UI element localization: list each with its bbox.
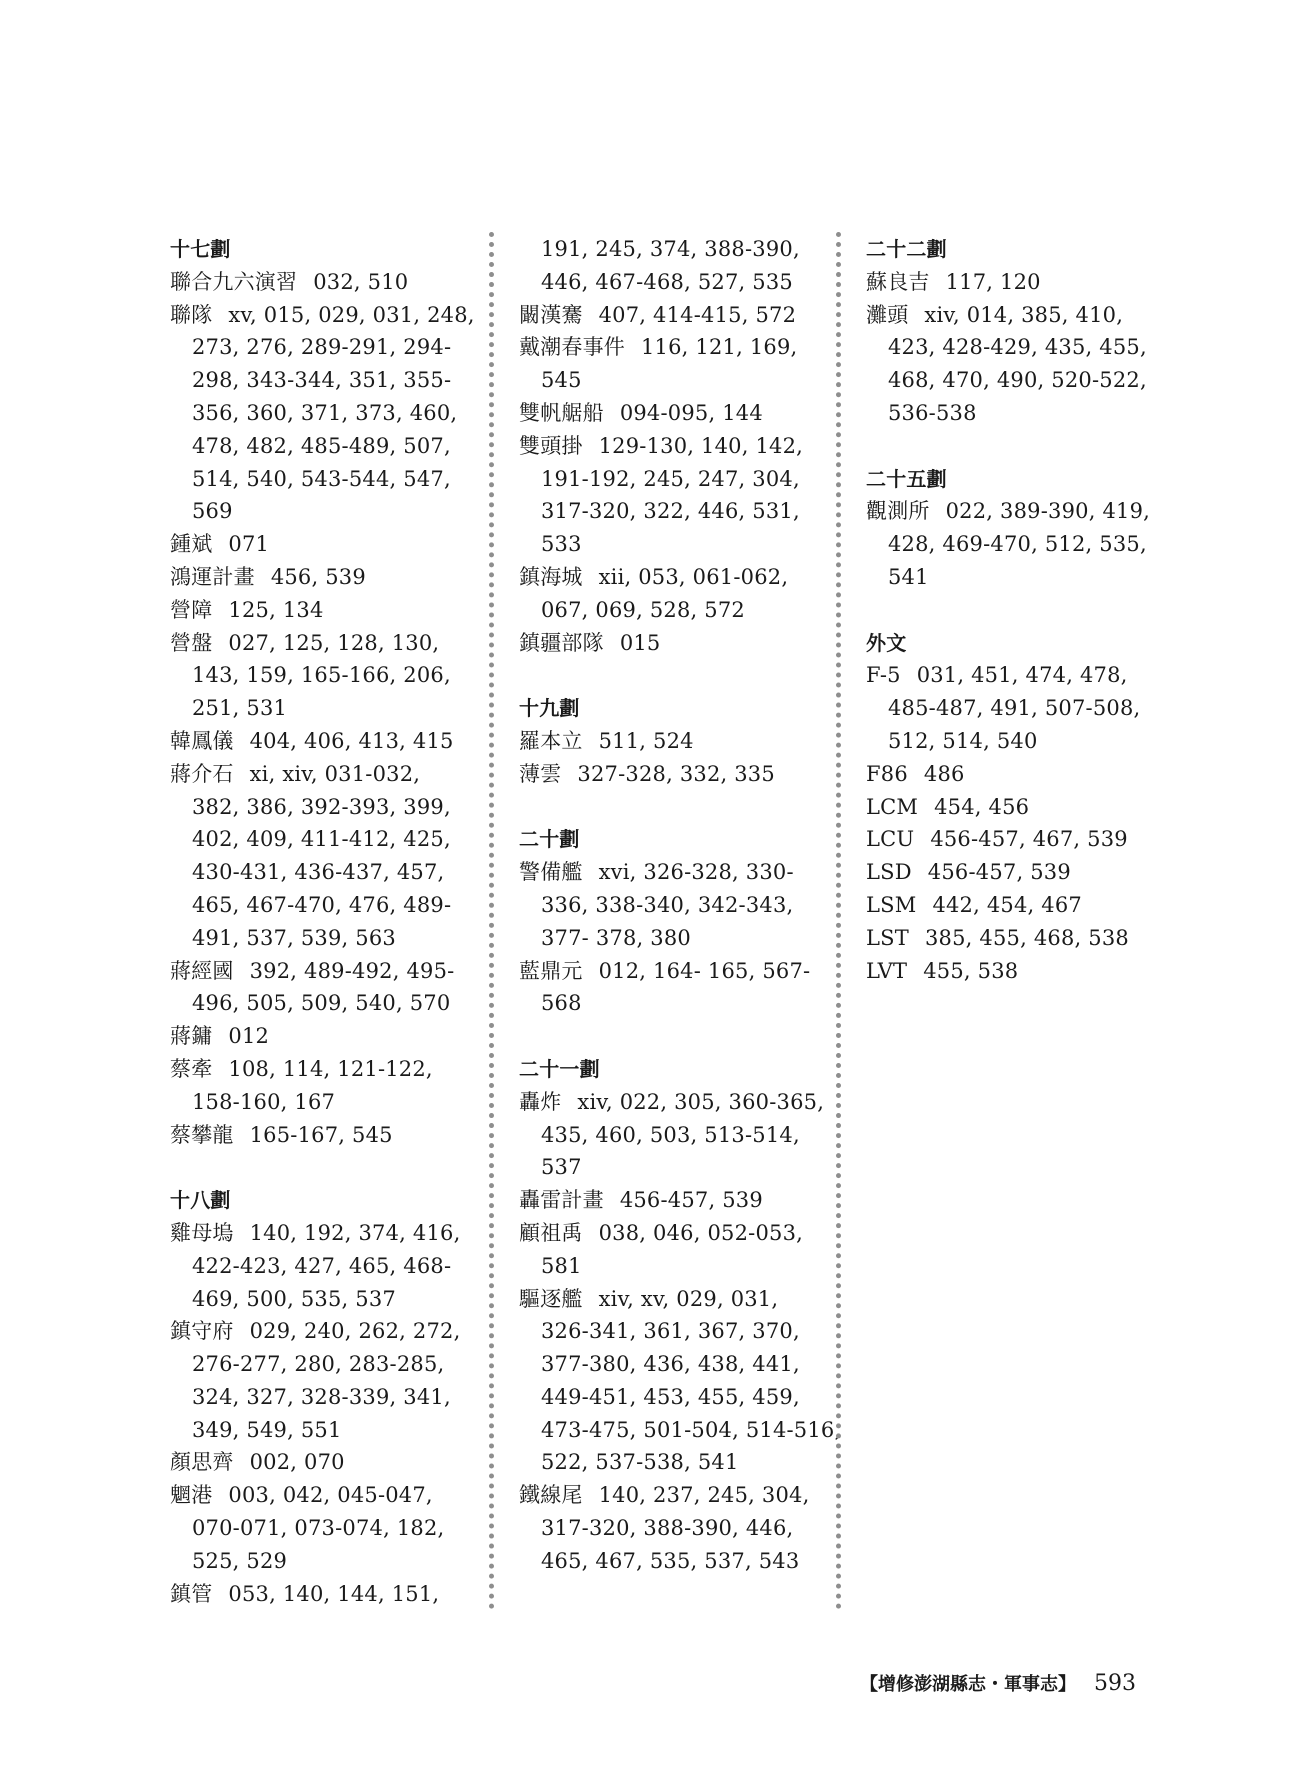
page-refs: 002, 070 [249, 1450, 345, 1475]
page-refs: xi, xiv, 031-032, [249, 761, 421, 786]
index-column-2 [519, 233, 842, 1578]
page-refs-continuation: 465, 467-470, 476, 489- [192, 892, 452, 917]
index-term: 鎮疆部隊 [519, 630, 604, 655]
index-term: 轟雷計畫 [519, 1188, 604, 1213]
index-entry [519, 1283, 819, 1316]
index-term: 警備艦 [519, 860, 583, 885]
index-entry [519, 561, 819, 594]
section-heading: 十七劃 [170, 237, 231, 261]
index-entry [866, 299, 1166, 332]
page-refs: xiv, xv, 029, 031, [598, 1286, 779, 1311]
page-number: 593 [1094, 1671, 1136, 1696]
page-refs: 407, 414-415, 572 [598, 302, 797, 327]
index-term: 闞漢騫 [519, 302, 583, 327]
index-term: 雞母塢 [170, 1220, 234, 1245]
page-refs: 012 [228, 1024, 270, 1049]
page-refs: 012, 164- 165, 567- [598, 958, 811, 983]
page-refs-continuation: 473-475, 501-504, 514-516, [541, 1417, 842, 1442]
page-refs-continuation: 143, 159, 165-166, 206, [192, 663, 451, 688]
index-entry [170, 1315, 470, 1348]
page-refs: 140, 192, 374, 416, [249, 1220, 461, 1245]
index-term: 蘇良吉 [866, 269, 930, 294]
page-refs-continuation: 324, 327, 328-339, 341, [192, 1384, 451, 1409]
page-refs: xii, 053, 061-062, [598, 564, 789, 589]
index-term: F-5 [866, 663, 901, 688]
book-title: 【增修澎湖縣志・軍事志】 [860, 1674, 1076, 1695]
index-entry [170, 561, 470, 594]
page-refs: 165-167, 545 [249, 1122, 393, 1147]
page-refs: 456-457, 539 [927, 860, 1071, 885]
page-refs: xiv, 022, 305, 360-365, [577, 1089, 825, 1114]
page-refs-continuation: 402, 409, 411-412, 425, [192, 827, 451, 852]
section-heading: 二十劃 [519, 827, 580, 852]
section-spacer [866, 430, 1166, 463]
page-refs: 442, 454, 467 [932, 892, 1082, 917]
page-refs-continuation: 478, 482, 485-489, 507, [192, 433, 451, 458]
page-refs-continuation: 541 [888, 564, 929, 589]
page-refs: 027, 125, 128, 130, [228, 630, 440, 655]
page-refs-continuation: 298, 343-344, 351, 355- [192, 368, 452, 393]
page-refs-continuation: 428, 469-470, 512, 535, [888, 532, 1147, 557]
page-refs: xv, 015, 029, 031, 248, [228, 302, 475, 327]
page-footer [860, 1666, 1160, 1700]
index-entry [519, 758, 819, 791]
page-refs-continuation: 512, 514, 540 [888, 728, 1038, 753]
index-entry [170, 955, 470, 988]
section-heading: 二十五劃 [866, 466, 947, 491]
index-term: 鴻運計畫 [170, 564, 255, 589]
index-entry [866, 495, 1166, 528]
index-term: LSM [866, 892, 917, 917]
index-entry [170, 299, 475, 332]
page-refs-continuation: 485-487, 491, 507-508, [888, 696, 1141, 721]
index-entry [519, 725, 819, 758]
page-refs: 071 [228, 532, 270, 557]
index-entry [866, 889, 1166, 922]
page-refs-continuation: 422-423, 427, 465, 468- [192, 1253, 452, 1278]
page-refs-continuation: 568 [541, 991, 582, 1016]
page-refs-continuation: 449-451, 453, 455, 459, [541, 1384, 800, 1409]
index-entry [519, 1479, 819, 1512]
page-refs: 456-457, 539 [619, 1188, 763, 1213]
index-term: 羅本立 [519, 728, 583, 753]
index-entry [519, 299, 819, 332]
index-term: 雙帆艍船 [519, 400, 604, 425]
page-refs-continuation: 317-320, 322, 446, 531, [541, 499, 800, 524]
index-term: LCU [866, 827, 915, 852]
page-refs: 454, 456 [934, 794, 1030, 819]
page-refs: 108, 114, 121-122, [228, 1056, 433, 1081]
section-heading: 外文 [866, 630, 907, 655]
section-heading: 二十二劃 [866, 237, 947, 261]
index-term: 雙頭掛 [519, 433, 583, 458]
index-term: 營盤 [170, 630, 213, 655]
page-refs-continuation: 496, 505, 509, 540, 570 [192, 991, 451, 1016]
index-term: 鍾斌 [170, 532, 213, 557]
page-refs: xiv, 014, 385, 410, [924, 302, 1124, 327]
index-entry [519, 1184, 819, 1217]
page-refs-continuation: 251, 531 [192, 696, 288, 721]
section-spacer [519, 791, 819, 824]
page-refs: 029, 240, 262, 272, [249, 1319, 461, 1344]
index-entry [519, 397, 819, 430]
index-entry [170, 1053, 470, 1086]
page-refs: 031, 451, 474, 478, [916, 663, 1128, 688]
page-refs-continuation: 377- 378, 380 [541, 925, 691, 950]
index-entry [519, 430, 819, 463]
index-term: 鎮管 [170, 1581, 213, 1606]
page-refs-continuation: 423, 428-429, 435, 455, [888, 335, 1147, 360]
page-refs-continuation: 336, 338-340, 342-343, [541, 892, 794, 917]
page-refs-continuation: 067, 069, 528, 572 [541, 597, 745, 622]
index-term: 驅逐艦 [519, 1286, 583, 1311]
index-entry [170, 1479, 470, 1512]
index-entry [866, 856, 1166, 889]
index-entry [170, 1020, 470, 1053]
page-refs-continuation: 446, 467-468, 527, 535 [541, 269, 793, 294]
page-refs: 116, 121, 169, [641, 335, 798, 360]
index-entry [519, 1217, 819, 1250]
index-term: 灘頭 [866, 302, 909, 327]
index-entry [170, 594, 470, 627]
page-refs: 404, 406, 413, 415 [249, 728, 454, 753]
index-term: 蔣經國 [170, 958, 234, 983]
index-entry [170, 1578, 470, 1611]
index-column-3 [866, 233, 1166, 987]
page-refs: 094-095, 144 [619, 400, 763, 425]
index-entry [170, 528, 470, 561]
page-refs: 456, 539 [270, 564, 366, 589]
index-term: 蔣介石 [170, 761, 234, 786]
index-term: LSD [866, 860, 912, 885]
page-refs: xvi, 326-328, 330- [598, 860, 794, 885]
index-term: 顏思齊 [170, 1450, 234, 1475]
index-entry [866, 922, 1166, 955]
page-refs-continuation: 469, 500, 535, 537 [192, 1286, 396, 1311]
page-refs: 511, 524 [598, 728, 694, 753]
index-entry [866, 266, 1166, 299]
index-column-1 [170, 233, 475, 1610]
index-entry [170, 1119, 470, 1152]
page-refs-continuation: 533 [541, 532, 582, 557]
page-refs-continuation: 430-431, 436-437, 457, [192, 860, 445, 885]
page-refs-continuation: 377-380, 436, 438, 441, [541, 1352, 800, 1377]
page-refs: 125, 134 [228, 597, 324, 622]
index-entry [519, 955, 819, 988]
index-term: 聯隊 [170, 302, 213, 327]
dotted-column-divider [489, 232, 494, 1610]
index-entry [519, 331, 819, 364]
page-refs-continuation: 435, 460, 503, 513-514, [541, 1122, 800, 1147]
index-entry [866, 758, 1166, 791]
index-term: 轟炸 [519, 1089, 562, 1114]
page-refs: 003, 042, 045-047, [228, 1483, 433, 1508]
index-entry [866, 791, 1166, 824]
page-refs: 327-328, 332, 335 [577, 761, 775, 786]
section-heading: 二十一劃 [519, 1056, 600, 1081]
index-term: 觀測所 [866, 499, 930, 524]
index-term: 聯合九六演習 [170, 269, 298, 294]
page-refs-continuation: 070-071, 073-074, 182, [192, 1516, 445, 1541]
page-refs-continuation: 514, 540, 543-544, 547, [192, 466, 451, 491]
index-entry [170, 1217, 470, 1250]
page-refs-continuation: 581 [541, 1253, 582, 1278]
page-refs: 053, 140, 144, 151, [228, 1581, 440, 1606]
index-term: 薄雲 [519, 761, 562, 786]
section-spacer [866, 594, 1166, 627]
page-refs-continuation: 356, 360, 371, 373, 460, [192, 400, 458, 425]
section-spacer [519, 1020, 819, 1053]
page-refs-continuation: 349, 549, 551 [192, 1417, 342, 1442]
page-refs-continuation: 525, 529 [192, 1548, 288, 1573]
section-spacer [519, 659, 819, 692]
page-refs: 022, 389-390, 419, [945, 499, 1151, 524]
index-term: LST [866, 925, 909, 950]
index-term: 韓鳳儀 [170, 728, 234, 753]
page-refs: 385, 455, 468, 538 [924, 925, 1129, 950]
page-refs-continuation: 465, 467, 535, 537, 543 [541, 1548, 800, 1573]
section-heading: 十八劃 [170, 1188, 231, 1213]
index-entry [170, 758, 470, 791]
index-term: 藍鼎元 [519, 958, 583, 983]
page-refs-continuation: 158-160, 167 [192, 1089, 336, 1114]
page-refs-continuation: 537 [541, 1155, 582, 1180]
index-entry [519, 1086, 825, 1119]
index-term: 鐵線尾 [519, 1483, 583, 1508]
page-refs: 032, 510 [313, 269, 409, 294]
page-refs-continuation: 191, 245, 374, 388-390, [541, 237, 800, 261]
index-term: 營障 [170, 597, 213, 622]
index-entry [519, 627, 819, 660]
page-refs: 129-130, 140, 142, [598, 433, 804, 458]
page-refs: 392, 489-492, 495- [249, 958, 455, 983]
section-spacer [170, 1151, 470, 1184]
index-term: 戴潮春事件 [519, 335, 625, 360]
page-refs-continuation: 545 [541, 368, 582, 393]
index-entry [866, 823, 1166, 856]
page-refs: 486 [923, 761, 965, 786]
index-term: LCM [866, 794, 919, 819]
index-term: 魍港 [170, 1483, 213, 1508]
page-refs: 456-457, 467, 539 [930, 827, 1128, 852]
section-heading: 十九劃 [519, 696, 580, 721]
index-term: 蔡牽 [170, 1056, 213, 1081]
index-entry [170, 627, 470, 660]
index-entry [866, 955, 1166, 988]
page-refs-continuation: 569 [192, 499, 233, 524]
page-refs-continuation: 191-192, 245, 247, 304, [541, 466, 800, 491]
index-entry [170, 1446, 470, 1479]
page-refs-continuation: 276-277, 280, 283-285, [192, 1352, 445, 1377]
index-term: 顧祖禹 [519, 1220, 583, 1245]
page-refs-continuation: 317-320, 388-390, 446, [541, 1516, 794, 1541]
page-refs-continuation: 522, 537-538, 541 [541, 1450, 739, 1475]
page-refs: 455, 538 [923, 958, 1019, 983]
index-term: F86 [866, 761, 908, 786]
index-term: 蔣鏞 [170, 1024, 213, 1049]
index-term: 蔡攀龍 [170, 1122, 234, 1147]
page-refs-continuation: 491, 537, 539, 563 [192, 925, 396, 950]
page-refs-continuation: 382, 386, 392-393, 399, [192, 794, 451, 819]
index-entry [170, 266, 470, 299]
index-entry [519, 856, 819, 889]
index-entry [170, 725, 470, 758]
page-refs-continuation: 326-341, 361, 367, 370, [541, 1319, 800, 1344]
page-refs-continuation: 536-538 [888, 400, 977, 425]
index-term: LVT [866, 958, 908, 983]
page-refs: 015 [619, 630, 661, 655]
page-refs: 117, 120 [945, 269, 1041, 294]
index-entry [866, 659, 1166, 692]
index-term: 鎮守府 [170, 1319, 234, 1344]
page-refs: 038, 046, 052-053, [598, 1220, 804, 1245]
page-refs-continuation: 273, 276, 289-291, 294- [192, 335, 452, 360]
page-refs: 140, 237, 245, 304, [598, 1483, 810, 1508]
index-term: 鎮海城 [519, 564, 583, 589]
dotted-column-divider [836, 232, 841, 1610]
page-refs-continuation: 468, 470, 490, 520-522, [888, 368, 1147, 393]
